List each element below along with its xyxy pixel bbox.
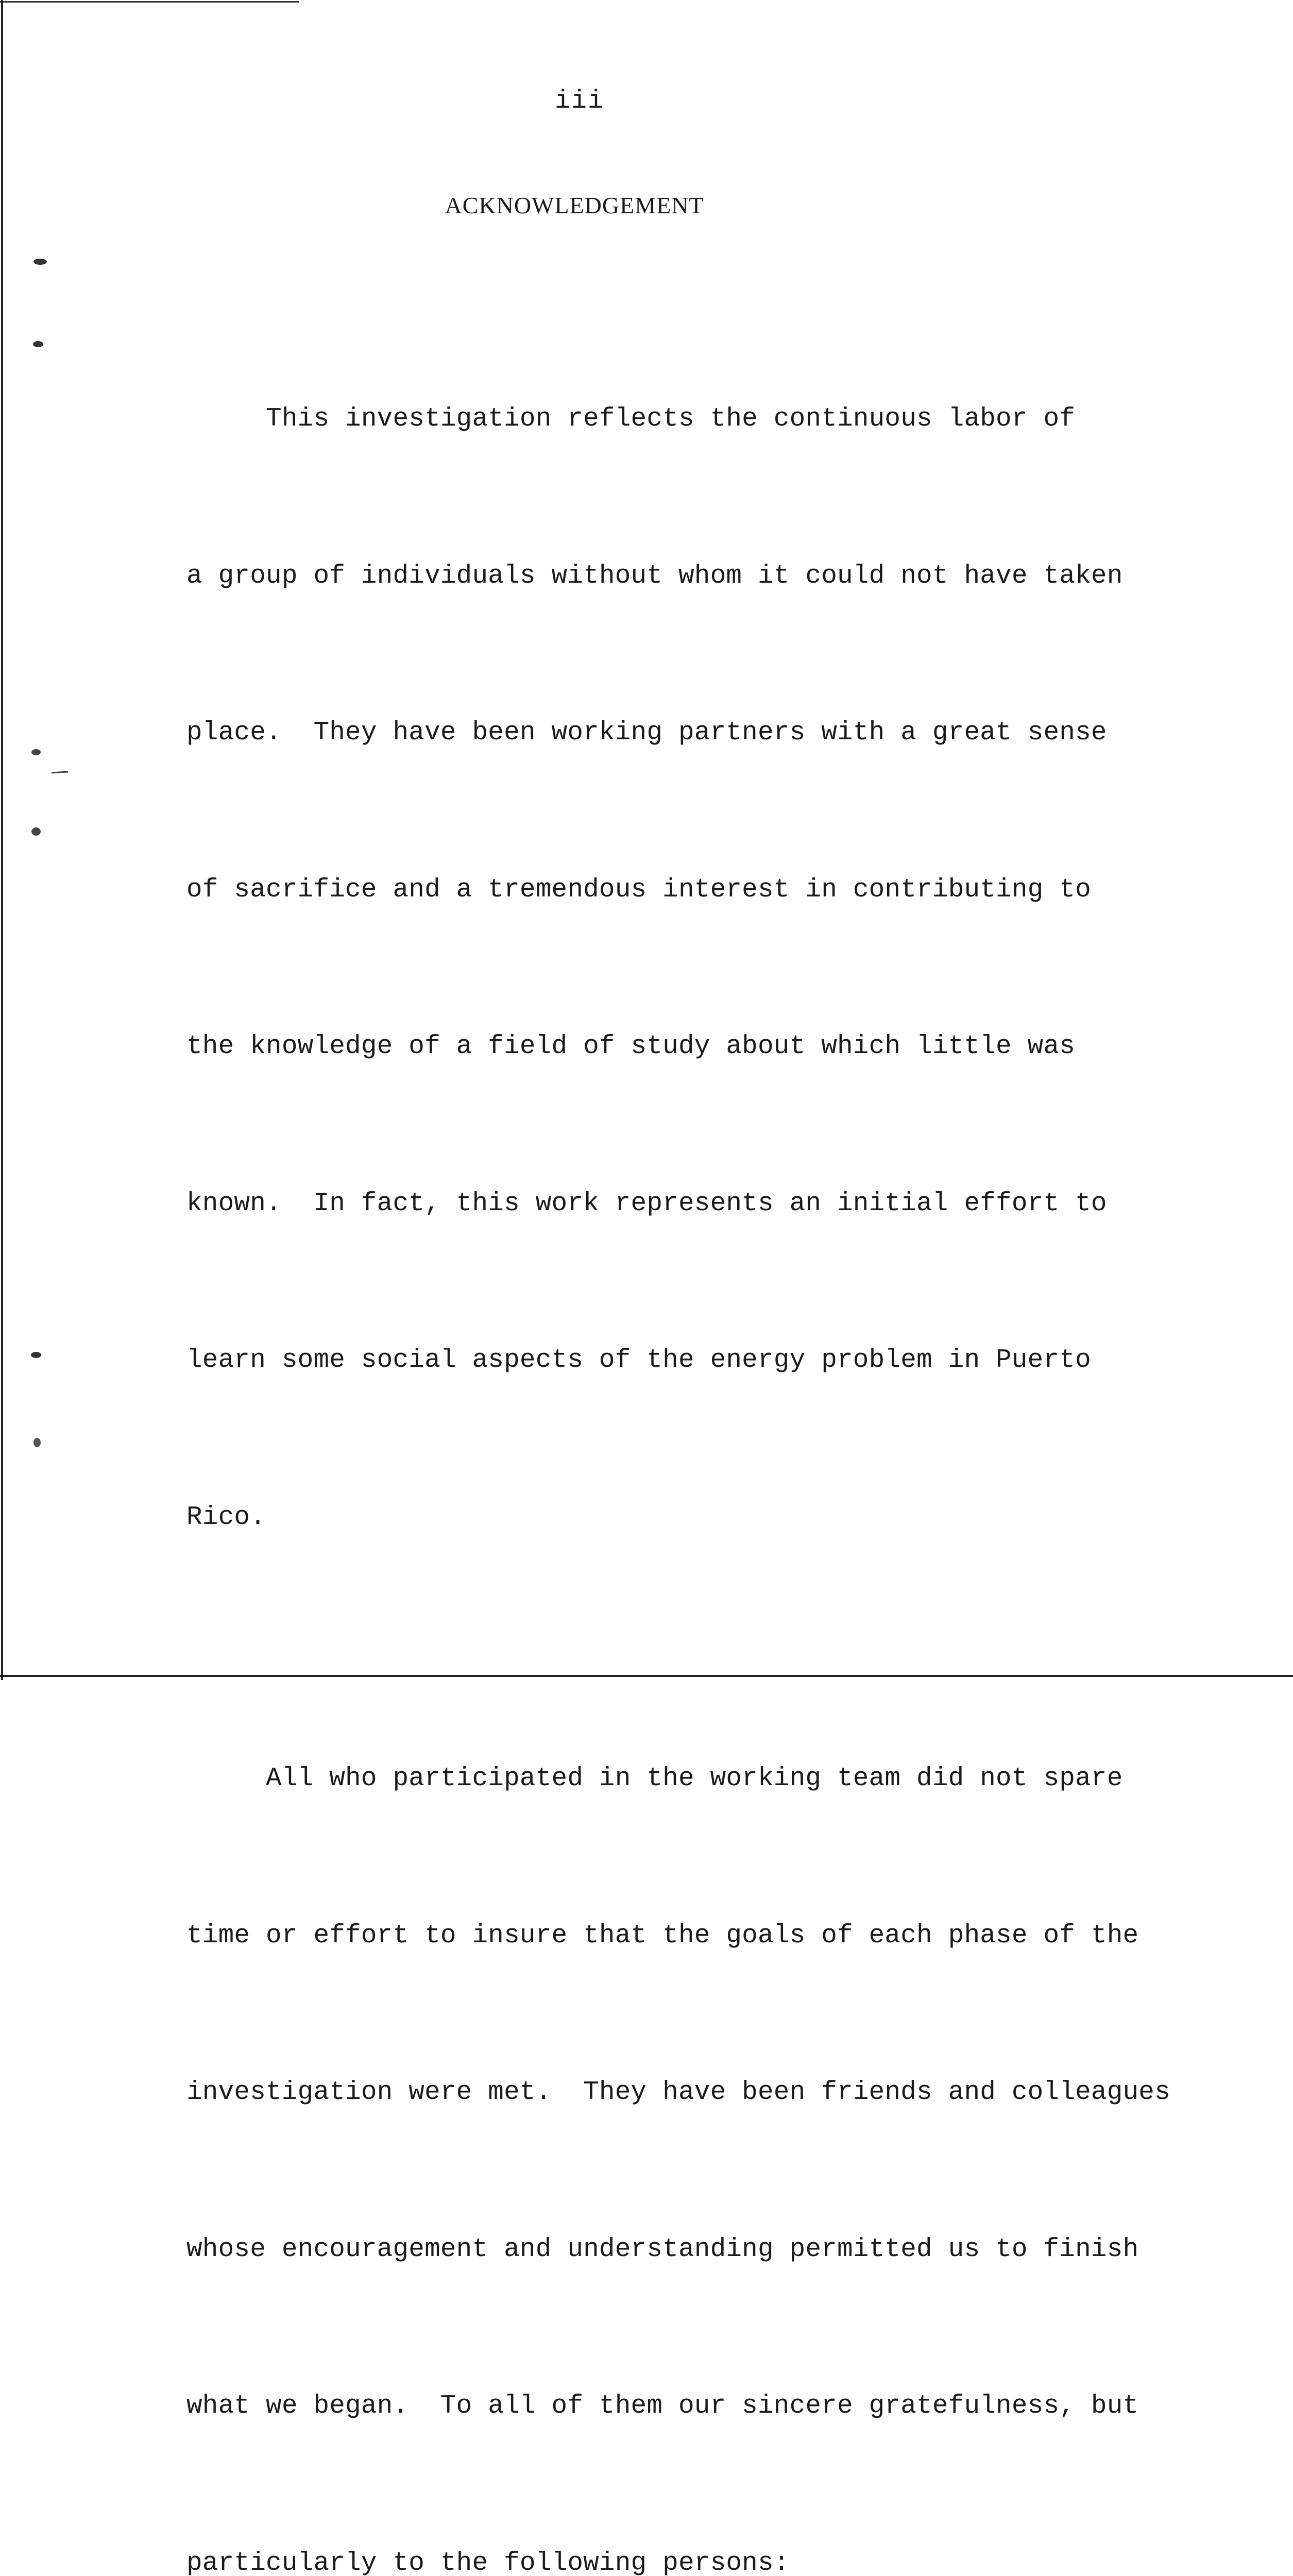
text-line: Rico.: [186, 1492, 1155, 1544]
speck-5: [31, 827, 41, 836]
speck-3: [31, 749, 41, 755]
text-line: All who participated in the working team did not spare: [186, 1753, 1155, 1805]
text-line: investigation were met. They have been friends and colleagues: [186, 2066, 1155, 2119]
speck-4: [52, 772, 68, 773]
speck-6: [31, 1352, 41, 1358]
text-line: This investigation reflects the continuous labor of: [186, 393, 1155, 446]
paragraph-2: [186, 1648, 1155, 2576]
speck-1: [33, 259, 47, 265]
text-line: what we began. To all of them our sincere gratefulness, but: [186, 2380, 1155, 2433]
text-line: known. In fact, this work represents an initial effort to: [186, 1178, 1155, 1230]
text-line: place. They have been working partners with a great sense: [186, 707, 1155, 759]
text-line: learn some social aspects of the energy problem in Puerto: [186, 1334, 1155, 1387]
paragraph-1: [186, 289, 1155, 1648]
text-line: a group of individuals without whom it could not have taken: [186, 550, 1155, 603]
text-line: time or effort to insure that the goals of each phase of the: [186, 1910, 1155, 1962]
speck-7: [33, 1438, 41, 1447]
body-text: [186, 289, 1155, 2576]
text-line: of sacrifice and a tremendous interest in contributing to: [186, 864, 1155, 917]
text-line: whose encouragement and understanding permitted us to finish: [186, 2224, 1155, 2276]
binding-hole-marks: [0, 0, 72, 1680]
page-title: ACKNOWLEDGEMENT: [0, 192, 1149, 219]
text-line: particularly to the following persons:: [186, 2537, 1155, 2576]
speck-2: [33, 341, 43, 347]
text-line: the knowledge of a field of study about which little was: [186, 1021, 1155, 1073]
page-number: iii: [0, 87, 1159, 116]
